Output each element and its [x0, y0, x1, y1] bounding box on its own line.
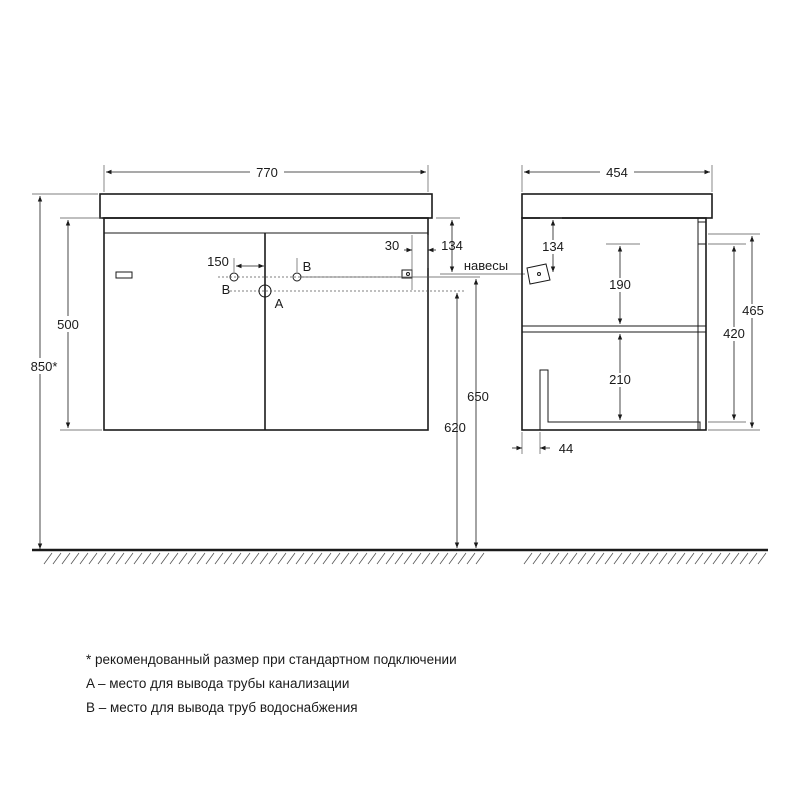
- side-back-panel: [698, 218, 706, 430]
- side-countertop: [522, 194, 712, 218]
- hatch-mark: [440, 553, 448, 564]
- hatch-mark: [62, 553, 70, 564]
- hatch-mark: [179, 553, 187, 564]
- hatch-mark: [686, 553, 694, 564]
- floor-line: [32, 550, 768, 564]
- hatch-mark: [332, 553, 340, 564]
- side-hanger-bracket: [527, 264, 550, 284]
- hatch-mark: [386, 553, 394, 564]
- front-view: [100, 194, 465, 430]
- hatch-mark: [668, 553, 676, 564]
- hatch-mark: [134, 553, 142, 564]
- dim-label-620: 620: [444, 420, 466, 435]
- hatch-mark: [749, 553, 757, 564]
- hatch-mark: [161, 553, 169, 564]
- hatch-mark: [98, 553, 106, 564]
- hatch-mark: [476, 553, 484, 564]
- hatch-mark: [44, 553, 52, 564]
- label-hangers: навесы: [463, 258, 509, 273]
- hatch-mark: [116, 553, 124, 564]
- hatch-mark: [368, 553, 376, 564]
- hatch-mark: [659, 553, 667, 564]
- dim-label-150: 150: [207, 254, 229, 269]
- dim-side-mount: [540, 218, 566, 272]
- label-b-right: B: [302, 259, 312, 274]
- hatch-mark: [551, 553, 559, 564]
- floor-hatch-right: [524, 553, 766, 564]
- hatch-mark: [305, 553, 313, 564]
- hatch-mark: [206, 553, 214, 564]
- hatch-mark: [413, 553, 421, 564]
- hatch-mark: [758, 553, 766, 564]
- hatch-mark: [431, 553, 439, 564]
- notes-block: [86, 648, 457, 720]
- dim-side-heights: [708, 234, 769, 430]
- dim-label-134-front: 134: [441, 238, 463, 253]
- note-water: B – место для вывода труб водоснабжения: [86, 700, 358, 715]
- hatch-mark: [188, 553, 196, 564]
- hatch-mark: [722, 553, 730, 564]
- hatch-mark: [323, 553, 331, 564]
- front-countertop: [100, 194, 432, 218]
- hatch-mark: [467, 553, 475, 564]
- hatch-mark: [677, 553, 685, 564]
- front-cabinet-body: [104, 218, 428, 430]
- hatch-mark: [524, 553, 532, 564]
- hatch-mark: [650, 553, 658, 564]
- dim-label-770: 770: [256, 165, 278, 180]
- hatch-mark: [695, 553, 703, 564]
- hatch-mark: [278, 553, 286, 564]
- hatch-mark: [170, 553, 178, 564]
- hatch-mark: [704, 553, 712, 564]
- hatch-mark: [341, 553, 349, 564]
- hatch-mark: [125, 553, 133, 564]
- dim-label-650: 650: [467, 389, 489, 404]
- dim-label-190: 190: [609, 277, 631, 292]
- hatch-mark: [458, 553, 466, 564]
- hatch-mark: [251, 553, 259, 564]
- hatch-mark: [197, 553, 205, 564]
- hatch-mark: [107, 553, 115, 564]
- hatch-mark: [224, 553, 232, 564]
- hatch-mark: [215, 553, 223, 564]
- hatch-mark: [395, 553, 403, 564]
- hatch-mark: [71, 553, 79, 564]
- dim-label-465: 465: [742, 303, 764, 318]
- hatch-mark: [569, 553, 577, 564]
- dim-label-44: 44: [558, 441, 574, 456]
- hatch-mark: [350, 553, 358, 564]
- hatch-mark: [53, 553, 61, 564]
- dim-height-total: [26, 194, 98, 549]
- dim-front-height: [52, 218, 102, 430]
- hatch-mark: [605, 553, 613, 564]
- dim-label-850: 850*: [30, 359, 58, 374]
- hatch-mark: [260, 553, 268, 564]
- note-recommended: * рекомендованный размер при стандартном подключении: [86, 652, 457, 667]
- label-a: A: [274, 296, 284, 311]
- hatch-mark: [359, 553, 367, 564]
- hatch-mark: [578, 553, 586, 564]
- dim-front-mount: [385, 218, 525, 290]
- hatch-mark: [404, 553, 412, 564]
- dim-depth: [522, 164, 712, 192]
- floor-hatch-left: [44, 553, 484, 564]
- dim-label-210: 210: [609, 372, 631, 387]
- hatch-mark: [296, 553, 304, 564]
- hatch-mark: [560, 553, 568, 564]
- hatch-mark: [314, 553, 322, 564]
- dim-bottom-offset: [512, 432, 573, 456]
- hatch-mark: [740, 553, 748, 564]
- dim-label-134-side: 134: [542, 239, 564, 254]
- dim-label-420: 420: [723, 326, 745, 341]
- hatch-mark: [422, 553, 430, 564]
- hatch-mark: [533, 553, 541, 564]
- label-b-left: B: [221, 282, 231, 297]
- hatch-mark: [623, 553, 631, 564]
- dim-total-width: [104, 164, 428, 192]
- hatch-mark: [143, 553, 151, 564]
- dim-pipe-heights: [300, 277, 489, 548]
- dim-label-454: 454: [606, 165, 628, 180]
- hatch-mark: [377, 553, 385, 564]
- hatch-mark: [614, 553, 622, 564]
- door-handle: [116, 272, 132, 278]
- hatch-mark: [632, 553, 640, 564]
- hatch-mark: [449, 553, 457, 564]
- dim-label-30: 30: [384, 238, 400, 253]
- hatch-mark: [269, 553, 277, 564]
- hatch-mark: [713, 553, 721, 564]
- hatch-mark: [89, 553, 97, 564]
- hatch-mark: [287, 553, 295, 564]
- side-view: [522, 194, 712, 430]
- hatch-mark: [587, 553, 595, 564]
- hatch-mark: [542, 553, 550, 564]
- dim-label-500: 500: [57, 317, 79, 332]
- hatch-mark: [233, 553, 241, 564]
- note-drain: A – место для вывода трубы канализации: [86, 676, 350, 691]
- hatch-mark: [731, 553, 739, 564]
- hatch-mark: [641, 553, 649, 564]
- hatch-mark: [596, 553, 604, 564]
- dim-pipe-spacing: [207, 254, 311, 311]
- hatch-mark: [242, 553, 250, 564]
- hatch-mark: [80, 553, 88, 564]
- hatch-mark: [152, 553, 160, 564]
